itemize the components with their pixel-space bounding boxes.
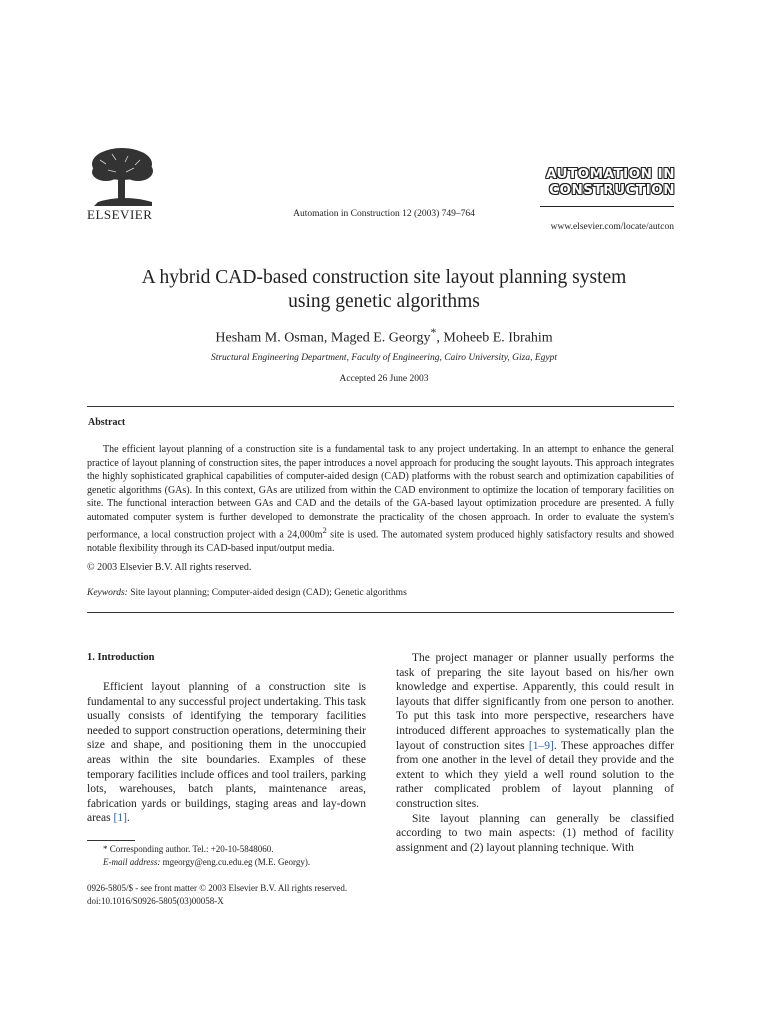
front-matter	[87, 882, 347, 907]
author-3: , Moheeb E. Ibrahim	[436, 330, 553, 346]
keywords	[87, 588, 407, 598]
author-2: Maged E. Georgy	[330, 330, 431, 346]
corresponding-mark[interactable]: *	[430, 326, 437, 339]
title-line-2: using genetic algorithms	[288, 291, 480, 312]
publisher-name: ELSEVIER	[87, 207, 153, 222]
keywords-label: Keywords:	[87, 588, 128, 598]
footnote-email	[87, 856, 310, 869]
abstract-text-b: site is used. The automated system produced highly satisfactory results and showed notable flexibility through its CAD-based input/output media.	[87, 529, 674, 554]
column-right	[396, 651, 674, 855]
rule-top	[87, 406, 674, 407]
citation-link[interactable]: [1]	[113, 812, 127, 825]
abstract-text	[87, 443, 674, 555]
abstract-copyright: © 2003 Elsevier B.V. All rights reserved.	[87, 562, 252, 573]
author-1: Hesham M. Osman,	[215, 330, 331, 346]
section-title: 1. Introduction	[87, 652, 155, 663]
journal-url[interactable]: www.elsevier.com/locate/autcon	[550, 222, 674, 232]
abstract-heading: Abstract	[88, 417, 126, 428]
col1-text: Efficient layout planning of a construction site is fundamental to any successful project undertaking. This task usually consists of identifying the temporary facilities needed to support construction operations, determining their size and shape, and positioning them in the unoccupied areas within the site boundaries. Examples of these temporary facilities include offices and tool trailers, parking lots, warehouses, batch plants, maintenance areas, fabrication yards or buildings, staging areas and lay-down areas	[87, 681, 366, 825]
title-line-1: A hybrid CAD-based construction site layout planning system	[141, 267, 627, 288]
footnote-author: * Corresponding author. Tel.: +20-10-5848060.	[103, 844, 274, 854]
abstract-text-a: The efficient layout planning of a construction site is a fundamental task to any project undertaking. In an attempt to enhance the general practice of layout planning of construction sites, the paper introduces a novel approach for producing the sought layouts. This approach integrates the highly sophisticated graphical capabilities of computer-aided design (CAD) platforms with the robust search and optimization capabilities of genetic algorithms (GAs). In this context, GAs are utilized from within the CAD environment to optimize the location of temporary facilities on site. The functional interaction between GAs and CAD and the details of the GA-based layout optimization procedure are presented. A fully automated computer system is further developed to demonstrate the practicality of the chosen approach. In order to evaluate the system's performance, a local construction project with a 24,000m	[87, 444, 674, 541]
journal-brand-line1: AUTOMATION IN	[545, 166, 675, 182]
brand-divider	[540, 206, 674, 207]
journal-brand-line2: CONSTRUCTION	[549, 182, 675, 198]
footnote-rule	[87, 840, 135, 841]
journal-citation: Automation in Construction 12 (2003) 749–764	[293, 209, 475, 219]
journal-brand	[535, 166, 675, 198]
col2-paragraph-2: Site layout planning can generally be classified according to two main aspects: (1) method of facility assignment and (2) layout planning technique. With	[396, 812, 674, 854]
col1-end: .	[126, 812, 130, 825]
column-left-paragraph	[87, 680, 366, 826]
col2-p1-text-a: The project manager or planner usually performs the task of preparing the site layout based on his/her own knowledge and expertise. Apparently, this could result in layouts that differ significantly from one person to another. To put this task into more perspective, researchers have introduced different approaches to systematically plan the layout of construction sites	[396, 652, 674, 752]
keywords-text: Site layout planning; Computer-aided design (CAD); Genetic algorithms	[127, 588, 407, 598]
article-title	[80, 266, 688, 314]
col2-paragraph-1	[396, 651, 674, 812]
citation-link[interactable]: [1–9]	[528, 739, 554, 752]
author-list	[0, 326, 768, 347]
email-address[interactable]: mgeorgy@eng.cu.edu.eg (M.E. Georgy).	[160, 857, 311, 867]
accepted-date: Accepted 26 June 2003	[339, 374, 429, 384]
rule-bottom	[87, 612, 674, 613]
affiliation: Structural Engineering Department, Faculty of Engineering, Cairo University, Giza, Egypt	[210, 353, 558, 363]
abstract-superscript: 2	[322, 526, 327, 535]
col2-p1-text-b: . These approaches differ from one another in the level of detail they provide and the extent to which they yield a well round solution to the rather complicated problem of layout planning of construction sites.	[396, 739, 674, 810]
doi[interactable]: doi:10.1016/S0926-5805(03)00058-X	[87, 895, 224, 906]
front-matter-line: 0926-5805/$ - see front matter © 2003 Elsevier B.V. All rights reserved.	[87, 883, 348, 893]
email-label: E-mail address:	[103, 857, 161, 867]
elsevier-tree-logo	[88, 146, 158, 210]
footnote-corresponding	[87, 843, 310, 869]
